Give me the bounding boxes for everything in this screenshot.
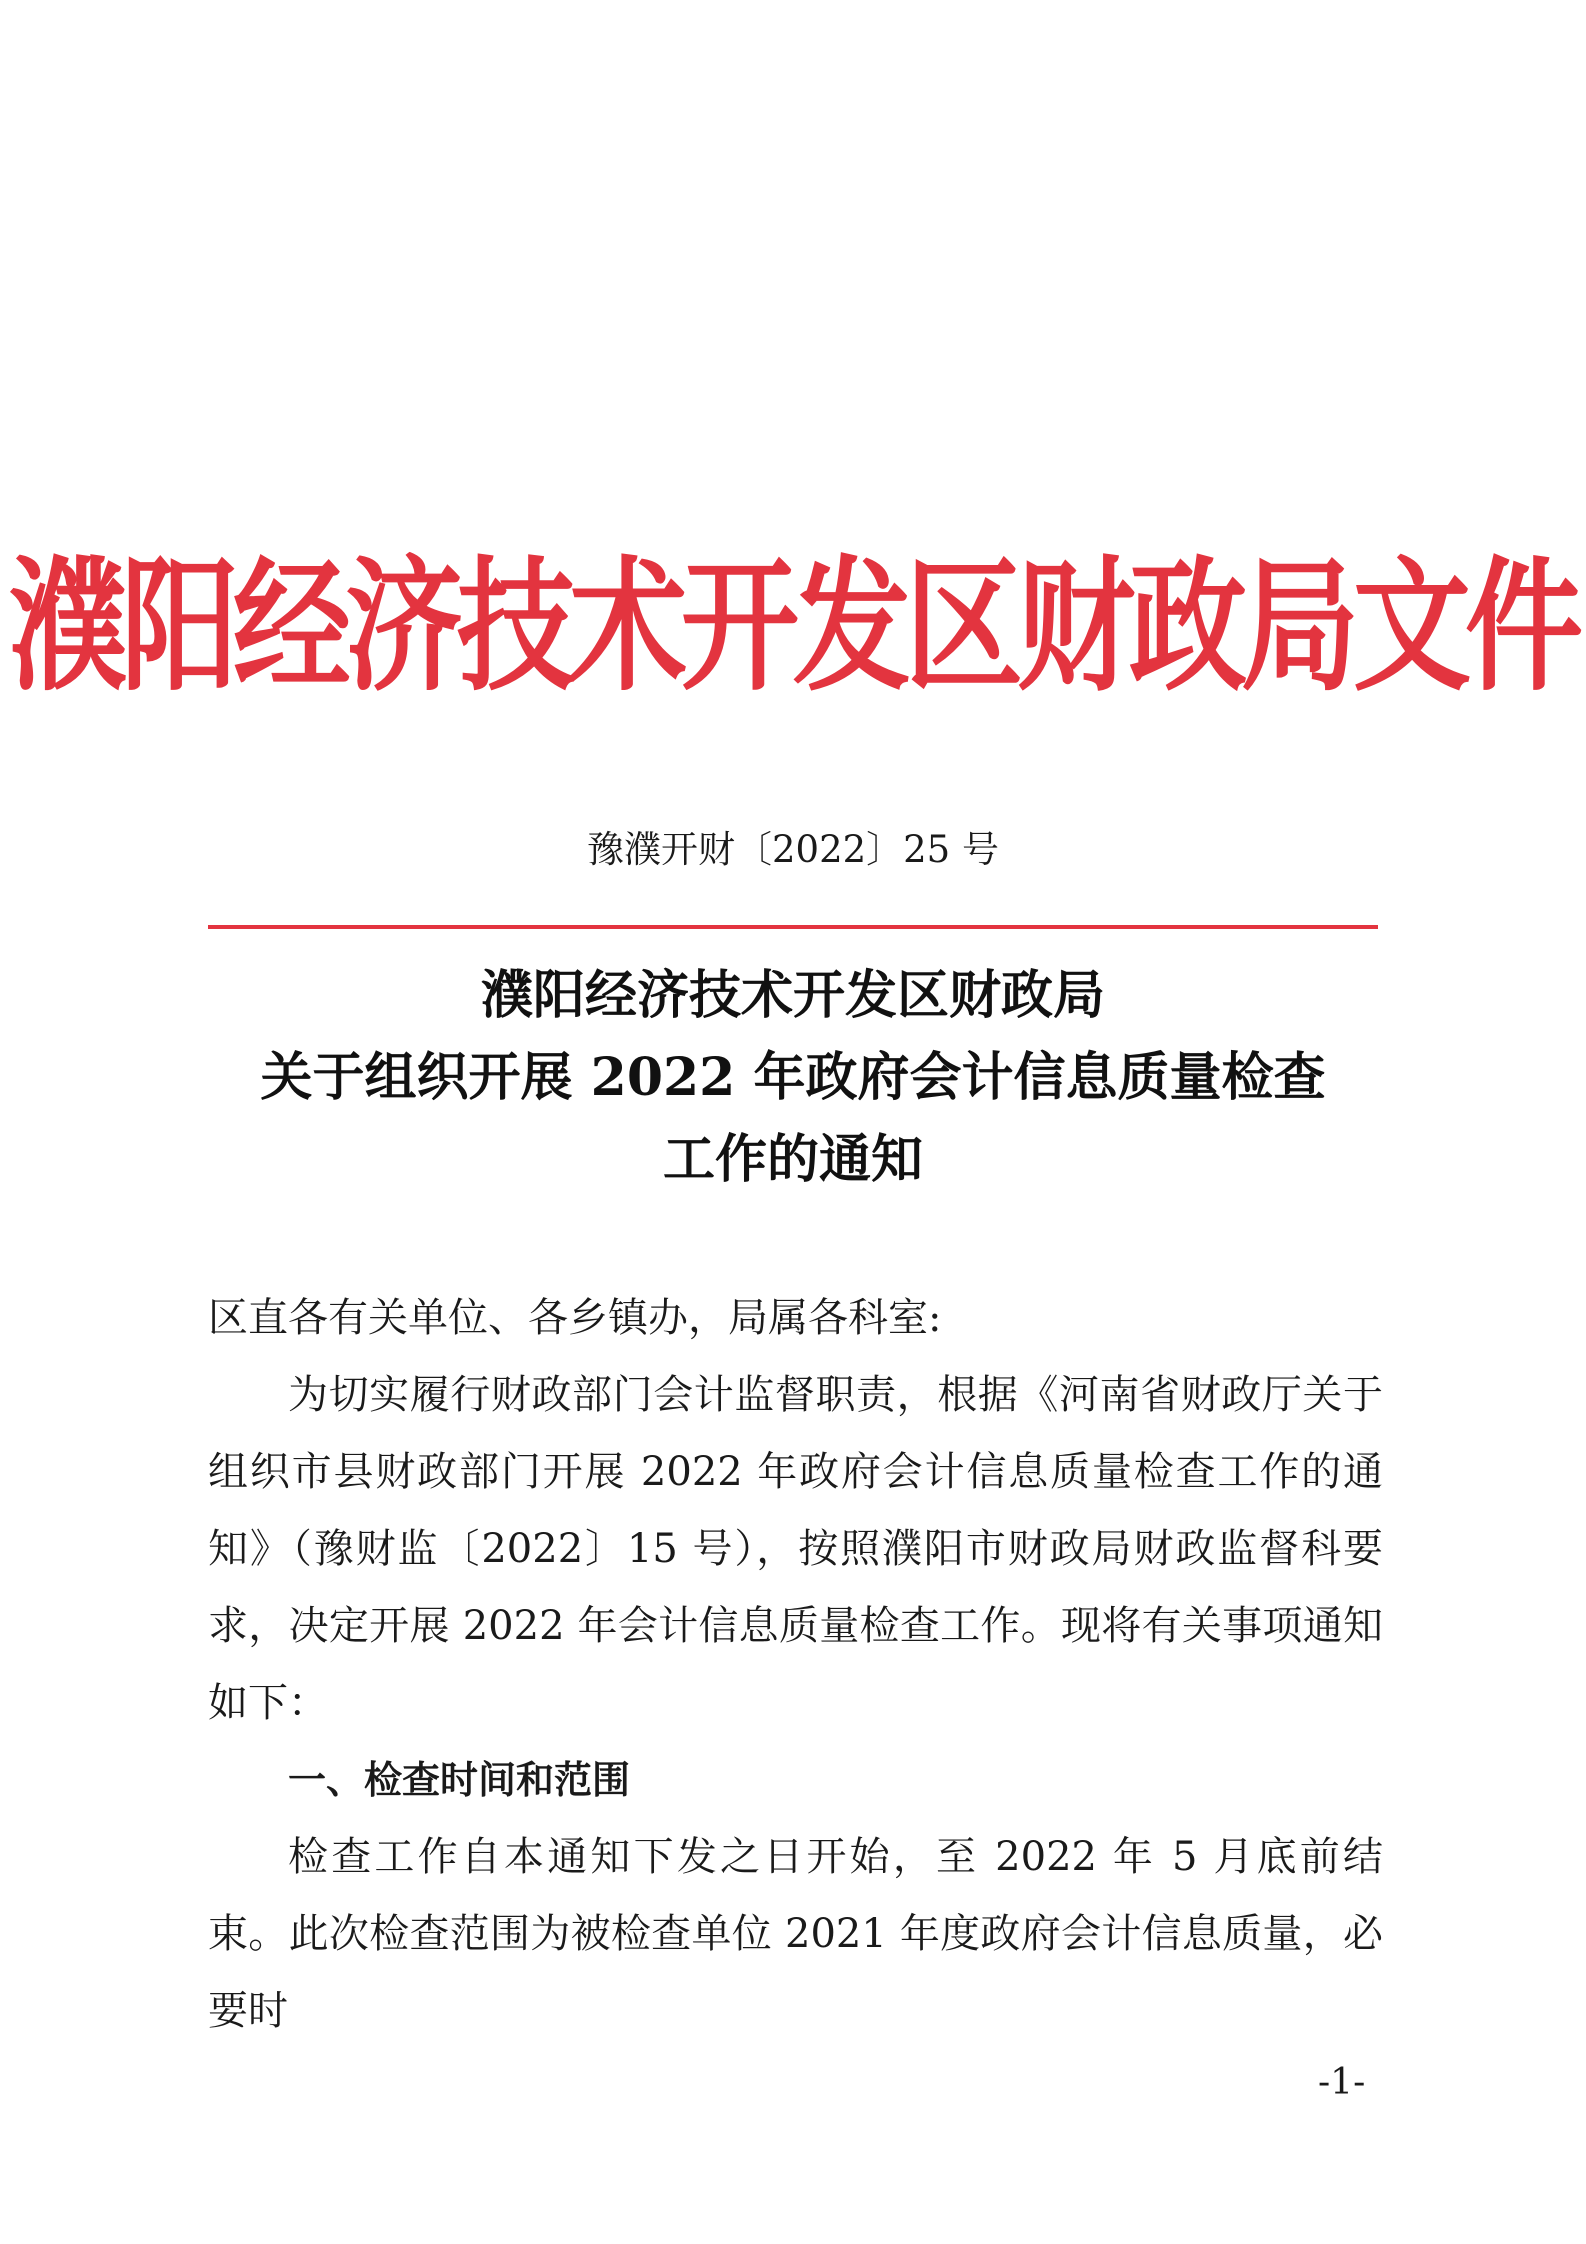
salutation: 区直各有关单位、各乡镇办，局属各科室: <box>208 1295 942 1341</box>
notice-title-line-1: 濮阳经济技术开发区财政局 <box>480 965 1105 1026</box>
letterhead-title: 濮阳经济技术开发区财政局文件 <box>8 542 1577 711</box>
notice-title <box>0 955 1586 1201</box>
notice-title-line-2: 关于组织开展 2022 年政府会计信息质量检查 <box>260 1047 1326 1108</box>
page-number: -1- <box>1318 2062 1366 2103</box>
document-number: 豫濮开财〔2022〕25 号 <box>586 828 999 871</box>
notice-body <box>208 1280 1383 2050</box>
notice-title-line-3: 工作的通知 <box>662 1129 923 1190</box>
red-divider-rule <box>208 925 1378 929</box>
section-heading-1: 一、检查时间和范围 <box>288 1758 631 1802</box>
paragraph-intro: 为切实履行财政部门会计监督职责，根据《河南省财政厅关于组织市县财政部门开展 2022 年政府会计信息质量检查工作的通知》（豫财监〔2022〕15 号），按照濮阳市财政局财政监督科要求，决定开展 2022 年会计信息质量检查工作。现将有关事项通知如下： <box>208 1372 1383 1726</box>
paragraph-time-scope: 检查工作自本通知下发之日开始，至 2022 年 5 月底前结束。此次检查范围为被检查单位 2021 年度政府会计信息质量，必要时 <box>208 1834 1383 2034</box>
